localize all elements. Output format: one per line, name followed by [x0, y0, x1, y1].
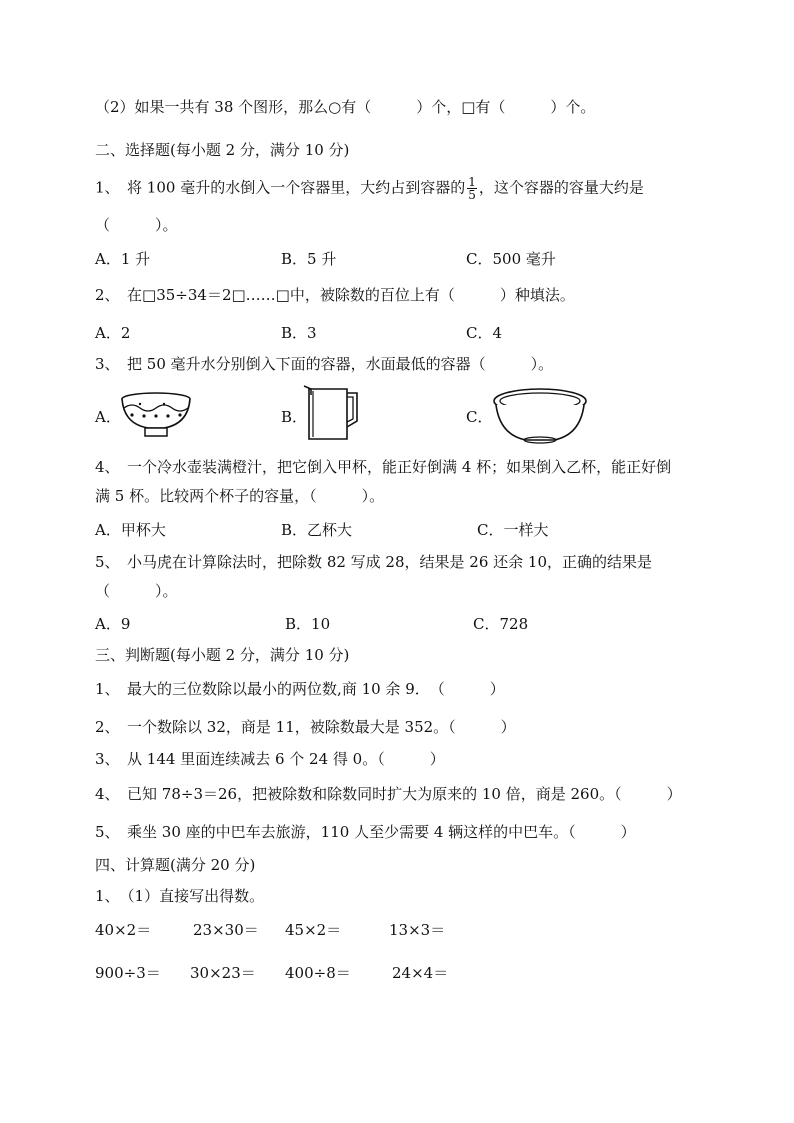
choice-q3-text: 3、 把 50 毫升水分别倒入下面的容器，水面最低的容器（ ）。 [95, 355, 554, 373]
choice-q1-blank: （ ）。 [95, 216, 178, 234]
choice-q4-option-a: A．甲杯大 [95, 521, 166, 539]
choice-q5-option-a: A．9 [95, 615, 131, 633]
choice-q2-option-c: C．4 [466, 324, 503, 342]
fraction-one-fifth [467, 176, 477, 201]
choice-q4-line1: 4、 一个冷水壶装满橙汁，把它倒入甲杯，能正好倒满 4 杯；如果倒入乙杯，能正好倒 [95, 458, 672, 476]
judge-item-2: 2、 一个数除以 32，商是 11，被除数最大是 352。（ ） [95, 718, 516, 736]
fraction-numerator: 1 [468, 175, 476, 189]
choice-q4-option-b: B．乙杯大 [281, 521, 353, 539]
calc-item: 900÷3＝ [95, 964, 161, 982]
calc-item: 13×3＝ [389, 921, 446, 939]
choice-q1-option-c: C．500 毫升 [466, 250, 556, 268]
fraction-denominator: 5 [468, 188, 476, 202]
choice-q5-option-c: C．728 [473, 615, 529, 633]
bowl-icon [118, 390, 194, 440]
choice-q2-option-b: B．3 [281, 324, 317, 342]
basin-icon [490, 385, 590, 447]
choice-q5-line1: 5、 小马虎在计算除法时，把除数 82 写成 28，结果是 26 还余 10，正确的结果是 [95, 553, 653, 571]
judge-item-3: 3、 从 144 里面连续减去 6 个 24 得 0。（ ） [95, 750, 445, 768]
calc-item: 400÷8＝ [285, 964, 351, 982]
calc-item: 24×4＝ [392, 964, 449, 982]
choice-q1-text [95, 176, 644, 201]
choice-q1-post: ，这个容器的容量大约是 [478, 178, 644, 197]
choice-q5-blank: （ ）。 [95, 582, 178, 600]
calc-item: 23×30＝ [193, 921, 259, 939]
question-part-2: （2）如果一共有 38 个图形，那么○有（ ）个，□有（ ）个。 [95, 98, 596, 116]
choice-q3-option-b: B． [281, 408, 308, 426]
section-4-title: 四、计算题(满分 20 分) [95, 856, 256, 874]
calc-item: 40×2＝ [95, 921, 152, 939]
choice-q2-option-a: A．2 [95, 324, 131, 342]
choice-q1-option-b: B．5 升 [281, 250, 337, 268]
choice-q3-option-c: C． [466, 408, 493, 426]
judge-item-5: 5、 乘坐 30 座的中巴车去旅游，110 人至少需要 4 辆这样的中巴车。（ ） [95, 823, 636, 841]
choice-q4-line2: 满 5 杯。比较两个杯子的容量，（ ）。 [95, 487, 385, 505]
calc-item: 45×2＝ [285, 921, 342, 939]
judge-item-4: 4、 已知 78÷3＝26，把被除数和除数同时扩大为原来的 10 倍，商是 260。（ ） [95, 785, 682, 803]
choice-q4-option-c: C．一样大 [477, 521, 549, 539]
choice-q1-option-a: A．1 升 [95, 250, 151, 268]
choice-q1-pre: 1、 将 100 毫升的水倒入一个容器里，大约占到容器的 [95, 178, 466, 197]
calc-q1-title: 1、 （1）直接写出得数。 [95, 887, 265, 905]
choice-q2-text: 2、 在□35÷34＝2□……□中，被除数的百位上有（ ）种填法。 [95, 286, 575, 304]
choice-q3-option-a: A． [95, 408, 121, 426]
judge-item-1: 1、 最大的三位数除以最小的两位数,商 10 余 9． （ ） [95, 680, 505, 698]
calc-item: 30×23＝ [190, 964, 256, 982]
measuring-cup-icon [302, 383, 364, 443]
section-3-title: 三、判断题(每小题 2 分，满分 10 分) [95, 646, 350, 664]
choice-q5-option-b: B．10 [285, 615, 331, 633]
section-2-title: 二、选择题(每小题 2 分，满分 10 分) [95, 141, 350, 159]
